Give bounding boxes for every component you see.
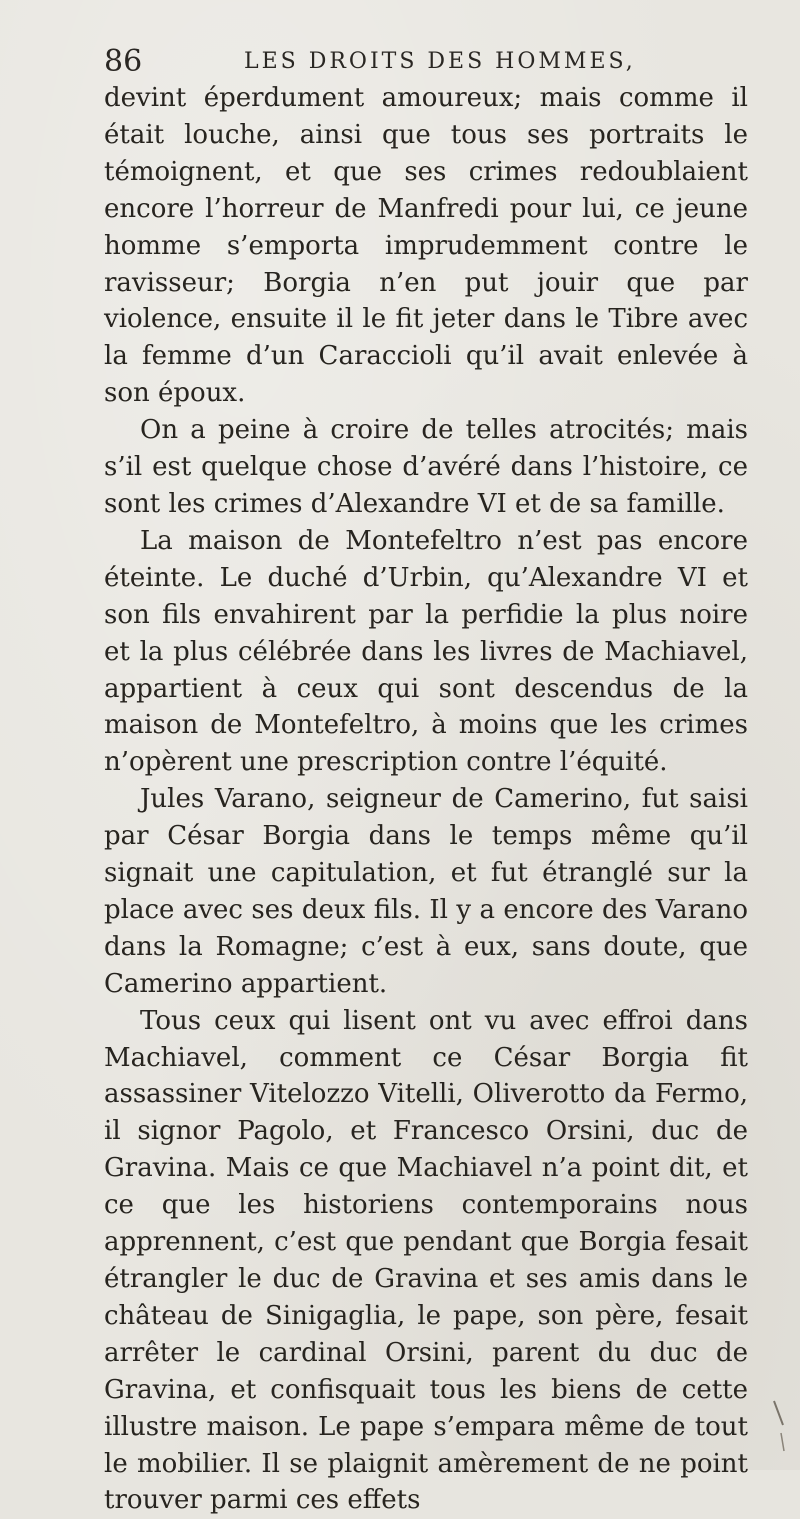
page-edge-mark — [772, 1395, 786, 1455]
paragraph-1: devint éperdument amoureux; mais comme il était louche, ainsi que tous ses portraits le témoignent, et que ses crimes redoublaient encore l’horreur de Manfredi pour lui, ce jeune homme s’emporta imprudemment contre le ravisseur; Borgia n’en put jouir que par violence, ensuite il le fit jeter dans le Tibre avec la femme d’un Caraccioli qu’il avait enlevée à son époux. — [104, 83, 748, 409]
paragraph-5: Tous ceux qui lisent ont vu avec effroi dans Machiavel, comment ce César Borgia fit assassiner Vitelozzo Vitelli, Oliverotto da Fermo, il signor Pagolo, et Francesco Orsini, duc de Gravina. Mais ce que Machiavel n’a point dit, et ce que les historiens contemporains nous apprennent, c’est que pendant que Borgia fesait étrangler le duc de Gravina et ses amis dans le château de Sinigaglia, le pape, son père, fesait arrêter le cardinal Orsini, parent du duc de Gravina, et confisquait tous les biens de cette illustre maison. Le pape s’empara même de tout le mobilier. Il se plaignit amèrement de ne point trouver parmi ces effets — [104, 1005, 748, 1516]
paragraph-4: Jules Varano, seigneur de Camerino, fut saisi par César Borgia dans le temps même qu’il signait une capitulation, et fut étranglé sur la place avec ses deux fils. Il y a encore des Varano dans la Romagne; c’est à eux, sans doute, que Camerino appartient. — [104, 784, 748, 999]
scratch-mark-icon — [772, 1395, 786, 1455]
body-text — [104, 80, 748, 1519]
paragraph-2: On a peine à croire de telles atrocités; mais s’il est quelque chose d’avéré dans l’histoire, ce sont les crimes d’Alexandre VI et de sa famille. — [104, 415, 748, 519]
running-title: LES DROITS DES HOMMES, — [244, 49, 636, 74]
paragraph-3: La maison de Montefeltro n’est pas encore éteinte. Le duché d’Urbin, qu’Alexandre VI et son fils envahirent par la perfidie la plus noire et la plus célébrée dans les livres de Machiavel, appartient à ceux qui sont descendus de la maison de Montefeltro, à moins que les crimes n’opèrent une prescription contre l’équité. — [104, 525, 748, 778]
running-head — [104, 42, 744, 82]
page-number: 86 — [104, 44, 143, 79]
